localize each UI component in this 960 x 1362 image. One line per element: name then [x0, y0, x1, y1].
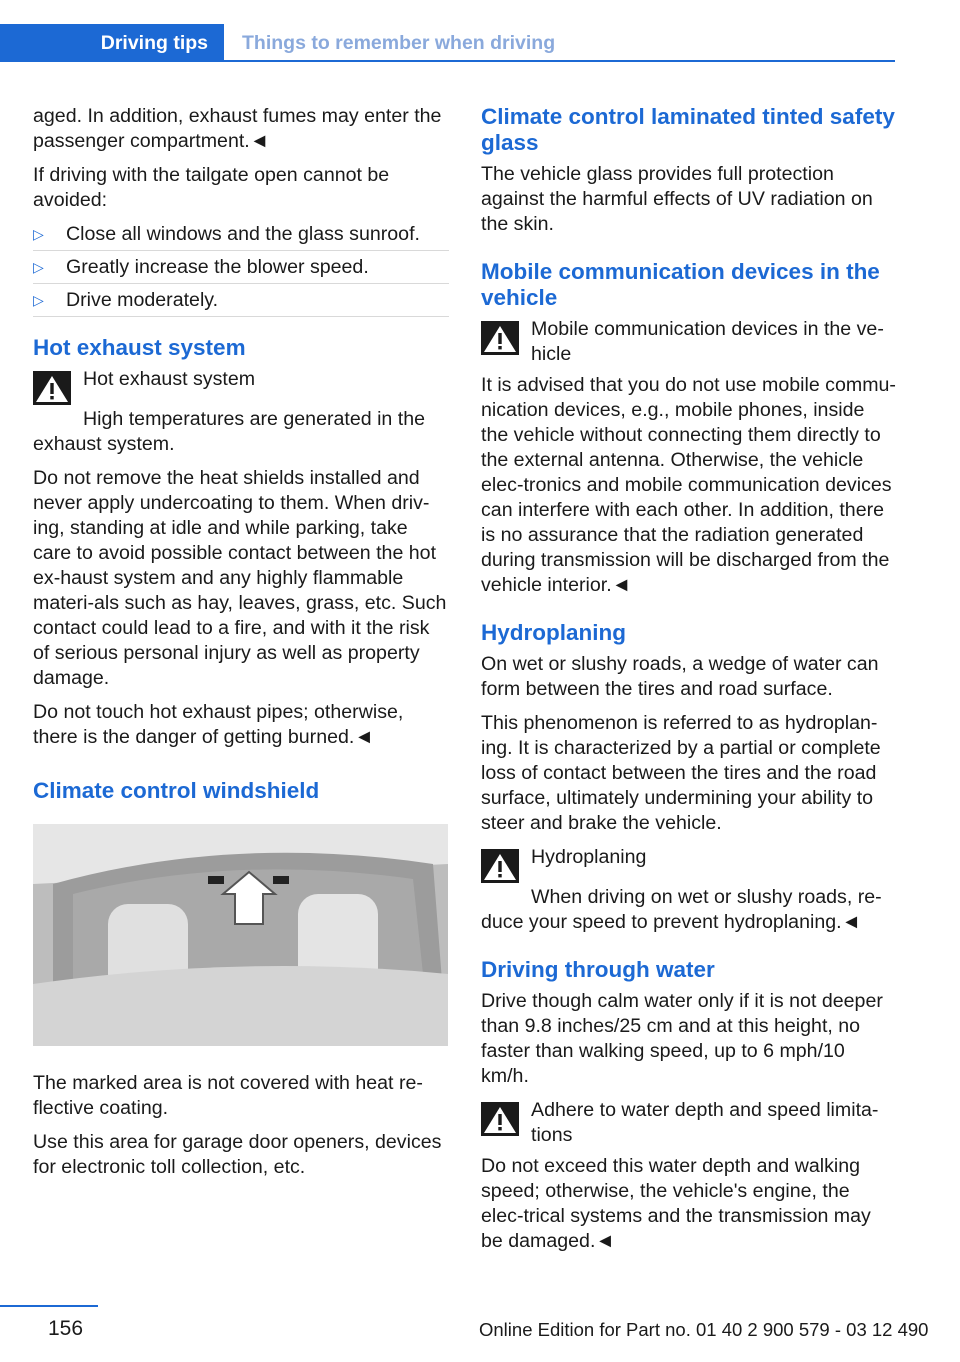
- section-heading: Climate control laminated tinted safety glass: [481, 104, 895, 155]
- list-item: ▷ Drive moderately.: [33, 288, 449, 313]
- warning-icon: [481, 849, 519, 883]
- section-heading: Hydroplaning: [481, 620, 626, 645]
- section-heading: Driving through water: [481, 957, 715, 982]
- list-item: ▷ Close all windows and the glass sunroof.: [33, 222, 449, 247]
- paragraph: This phenomenon is referred to as hydroplan-ing. It is characterized by a partial or complete loss of contact between the tires and the road surface, ultimately undermining your ability to steer and brake the vehicle.: [481, 712, 881, 834]
- header-rule: [224, 60, 895, 62]
- triangle-bullet-icon: ▷: [33, 259, 44, 275]
- warning-block: [481, 317, 897, 367]
- section-tab[interactable]: Driving tips: [0, 24, 224, 62]
- warning-icon: [33, 371, 71, 405]
- warning-text: High temperatures are generated in the exhaust system.: [33, 408, 426, 455]
- warning-text: When driving on wet or slushy roads, re-duce your speed to prevent hydroplaning.◄: [481, 886, 882, 933]
- triangle-bullet-icon: ▷: [33, 226, 44, 242]
- list-item: ▷ Greatly increase the blower speed.: [33, 255, 449, 280]
- paragraph: On wet or slushy roads, a wedge of water can form between the tires and road surface.: [481, 653, 879, 700]
- paragraph: The vehicle glass provides full protection against the harmful effects of UV radiation on the skin.: [481, 163, 873, 235]
- page-number: 156: [48, 1317, 84, 1340]
- warning-icon: [481, 1102, 519, 1136]
- paragraph: It is advised that you do not use mobile commu-nication devices, e.g., mobile phones, inside the vehicle without connecting them directly to the external antenna. Otherwise, the vehicle elec-tronics and mobile communication devices can interfere with each other. In addition, there is no assurance that the radiation generated during transmission will be discharged from the vehicle interior.◄: [481, 374, 896, 596]
- bullet-list: [33, 222, 449, 313]
- warning-title: Mobile communication devices in the ve-hicle: [531, 318, 884, 365]
- right-column: [481, 104, 897, 1263]
- warning-title: Hot exhaust system: [83, 368, 256, 390]
- warning-block: [33, 367, 449, 413]
- header-bar: [0, 24, 895, 62]
- section-heading: Mobile communication devices in the vehicle: [481, 259, 880, 310]
- paragraph: Do not exceed this water depth and walking speed; otherwise, the vehicle's engine, the elec-trical systems and the transmission may be damaged.◄: [481, 1155, 871, 1252]
- paragraph: Do not touch hot exhaust pipes; otherwise, there is the danger of getting burned.◄: [33, 701, 404, 748]
- paragraph: Use this area for garage door openers, devices for electronic toll collection, etc.: [33, 1131, 442, 1178]
- section-heading: Hot exhaust system: [33, 335, 246, 360]
- left-column: [33, 104, 449, 1189]
- paragraph: Do not remove the heat shields installed and never apply undercoating to them. When driv-ing, standing at idle and while parking, take care to avoid possible contact between the hot ex-haust system and any highly flammable materi-als such as hay, leaves, grass, etc. Such contact could lead to a fire, and with it the risk of serious personal injury as well as property damage.: [33, 467, 447, 689]
- windshield-photo: [33, 824, 448, 1046]
- warning-block: [481, 1098, 897, 1148]
- edition-text: Online Edition for Part no. 01 40 2 900 579 - 03 12 490: [479, 1319, 929, 1340]
- warning-title: Adhere to water depth and speed limita-tions: [531, 1099, 879, 1146]
- triangle-bullet-icon: ▷: [33, 292, 44, 308]
- warning-icon: [481, 321, 519, 355]
- paragraph: If driving with the tailgate open cannot be avoided:: [33, 164, 390, 211]
- paragraph: aged. In addition, exhaust fumes may enter the passenger compartment.◄: [33, 105, 442, 152]
- warning-title: Hydroplaning: [531, 846, 647, 868]
- paragraph: The marked area is not covered with heat re-flective coating.: [33, 1072, 423, 1119]
- paragraph: Drive though calm water only if it is not deeper than 9.8 inches/25 cm and at this height, no faster than walking speed, up to 6 mph/10 km/h.: [481, 990, 883, 1087]
- footer-rule: [0, 1305, 98, 1307]
- subsection-tab[interactable]: Things to remember when driving: [242, 31, 556, 54]
- warning-block: [481, 845, 897, 891]
- section-heading: Climate control windshield: [33, 778, 320, 803]
